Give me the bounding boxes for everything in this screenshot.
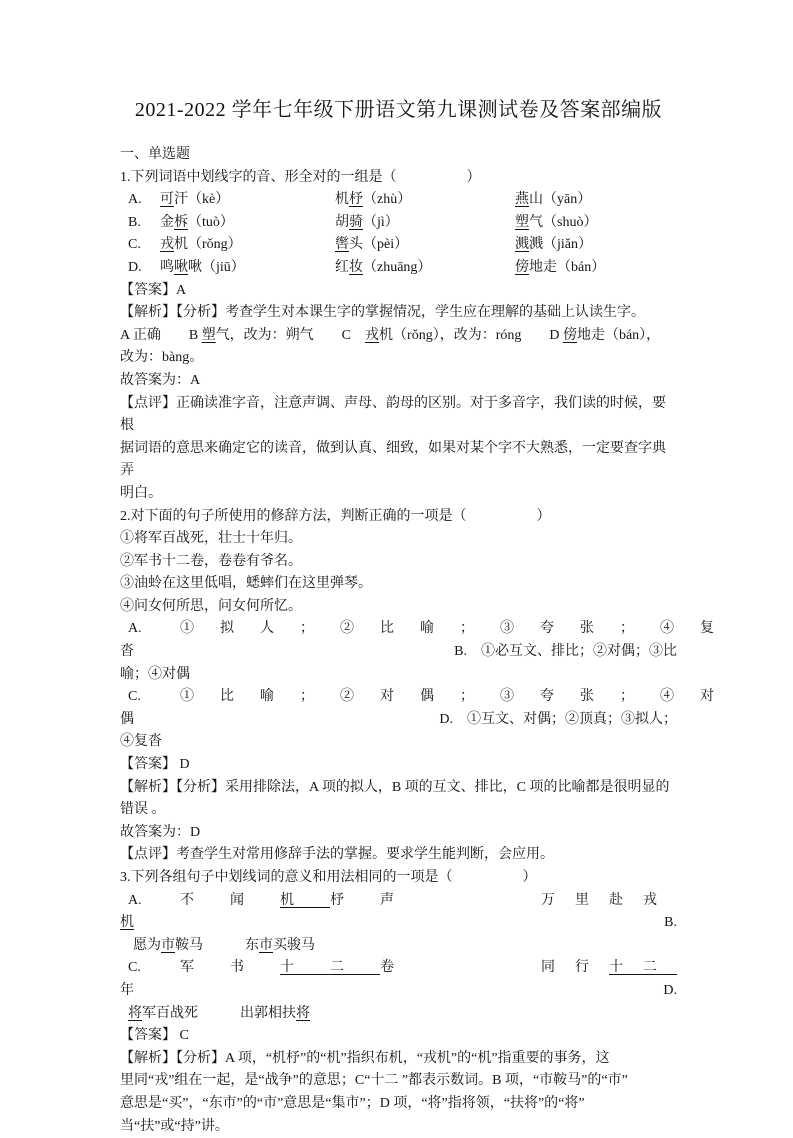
q2-analysis: 【解析】【分析】采用排除法，A 项的拟人，B 项的互文、排比，C 项的比喻都是很明显的 错误 。 xyxy=(120,779,670,818)
q2-option-c xyxy=(128,686,740,709)
q3-option-c-phrase2-cont: 年 xyxy=(120,982,134,998)
q3-option-a-label: A. xyxy=(128,892,142,908)
q1-conclusion: 故答案为：A xyxy=(120,372,201,388)
q3-option-a-phrase1: 不闻机杼声 xyxy=(180,892,430,908)
q2-option-d-text: D. ①互文、对偶；②顶真；③拟人； xyxy=(439,711,677,727)
q2-option-a-cont: 沓 xyxy=(120,644,134,660)
q3-option-a-phrase2-cont: 机 xyxy=(120,915,134,931)
q3-stem: 3.下列各组句子中划线词的意义和用法相同的一项是（ ） xyxy=(120,870,537,885)
q3-option-c-label: C. xyxy=(128,960,141,976)
q1-stem: 1.下列词语中划线字的音、形全对的一组是（ ） xyxy=(120,169,481,185)
q1-option-a-item2: 机杼（zhù） xyxy=(335,192,412,208)
section-heading: 一、单选题 xyxy=(120,147,190,162)
q3-option-d-phrases: 将军百战死 出郭相扶将 xyxy=(128,1005,310,1021)
q1-option-a-item3: 燕山（yān） xyxy=(515,192,592,208)
q1-option-c-item1: 戎机（rǒng） xyxy=(160,237,242,253)
q3-option-c-phrase2: 同行十二 xyxy=(541,960,677,976)
q1-option-a-label: A. xyxy=(128,192,142,208)
q1-option-d-item2: 红妆（zhuāng） xyxy=(335,259,432,275)
q2-option-c-text: ①比喻；②对偶；③夸张；④对 xyxy=(180,689,740,705)
q2-answer: 【答案】 D xyxy=(120,757,190,773)
q2-option-cd-wrap xyxy=(120,709,677,732)
q1-option-c-item2: 辔头（pèi） xyxy=(335,237,409,253)
q3-row-a2 xyxy=(120,912,677,935)
q1-option-a xyxy=(128,189,677,212)
q1-option-a-item1: 可汗（kè） xyxy=(160,192,230,208)
q3-option-a-phrase2: 万里赴戎 xyxy=(541,892,677,908)
q1-option-c-item3: 溅溅（jiǎn） xyxy=(515,237,592,253)
q3-row-c-left xyxy=(128,957,430,980)
q3-row-c2 xyxy=(120,980,677,1003)
q1-option-d xyxy=(128,257,677,280)
q3-option-b-label: B. xyxy=(664,915,677,931)
q3-option-c-phrase1: 军书十二卷 xyxy=(180,960,430,976)
q3-analysis: 【解析】【分析】A 项，“机杼”的“机”指织布机，“戎机”的“机”指重要的事务，这 里同“戎”组在一起，是“战争”的意思；C“十二 ”都表示数词。B 项，“市鞍马”的“市” 意思是“买”，“东市”的“市”意思是“集市”；D 项，“将”指将领，“扶将”的“将” 当“扶”或“持”讲。 xyxy=(120,1050,628,1134)
q3-answer: 【答案】 C xyxy=(120,1028,189,1044)
q1-option-c-label: C. xyxy=(128,237,141,253)
q3-row-a-left xyxy=(128,890,430,913)
q1-detail-line2: 改为：bàng。 xyxy=(120,350,204,366)
q2-option-a-text: ①拟人；②比喻；③夸张；④复 xyxy=(180,621,740,637)
q1-option-b-label: B. xyxy=(128,214,141,230)
q3-option-b-phrases: 愿为市鞍马 东市买骏马 xyxy=(133,937,315,953)
q2-option-c-cont: 偶 xyxy=(120,711,134,727)
q3-option-d-label: D. xyxy=(663,982,677,998)
q1-option-d-item1: 鸣啾啾（jiū） xyxy=(160,259,245,275)
page-title: 2021-2022 学年七年级下册语文第九课测试卷及答案部编版 xyxy=(134,99,663,121)
q1-option-d-item3: 傍地走（bán） xyxy=(515,259,606,275)
q1-detail-line1: A 正确 B 塑气，改为：朔气 C 戎机（rǒng），改为：róng D 傍地走（bán）， xyxy=(120,327,661,343)
q1-option-b-item1: 金柝（tuò） xyxy=(160,214,234,230)
q1-comment: 【点评】正确读准字音，注意声调、声母、韵母的区别。对于多音字，我们读的时候，要根 据词语的意思来确定它的读音，做到认真、细致，如果对某个字不大熟悉，一定要查字典弄 明白。 xyxy=(120,395,666,501)
q3-row-a xyxy=(120,890,677,913)
q1-option-b-item3: 塑气（shuò） xyxy=(515,214,598,230)
q1-option-c xyxy=(128,234,677,257)
q2-option-b-text: B. ①必互文、排比；②对偶；③比 xyxy=(454,644,677,660)
q2-stem: 2.对下面的句子所使用的修辞方法，判断正确的一项是（ ） xyxy=(120,508,551,524)
q2-option-ab-wrap xyxy=(120,641,677,664)
q1-answer: 【答案】A xyxy=(120,282,187,298)
q1-analysis: 【解析】【分析】考查学生对本课生字的掌握情况，学生应在理解的基础上认读生字。 xyxy=(120,305,645,321)
q3-row-c xyxy=(120,957,677,980)
q2-conclusion: 故答案为：D xyxy=(120,824,201,840)
q2-sentences: ①将军百战死，壮士十年归。 ②军书十二卷，卷卷有爷名。 ③油蛉在这里低唱，蟋蟀们在这里弹琴。 ④问女何所思，问女何所忆。 xyxy=(120,531,372,614)
q1-option-d-label: D. xyxy=(128,259,142,275)
q2-option-a xyxy=(128,618,740,641)
q1-option-b xyxy=(128,212,677,235)
q2-option-c-label: C. xyxy=(128,689,141,705)
q2-comment: 【点评】考查学生对常用修辞手法的掌握。要求学生能判断，会应用。 xyxy=(120,847,554,863)
q2-option-a-label: A. xyxy=(128,621,142,637)
q2-option-b-cont: 喻；④对偶 xyxy=(120,666,190,682)
q2-option-d-cont: ④复沓 xyxy=(120,734,162,750)
q1-option-b-item2: 胡骑（jì） xyxy=(335,214,399,230)
